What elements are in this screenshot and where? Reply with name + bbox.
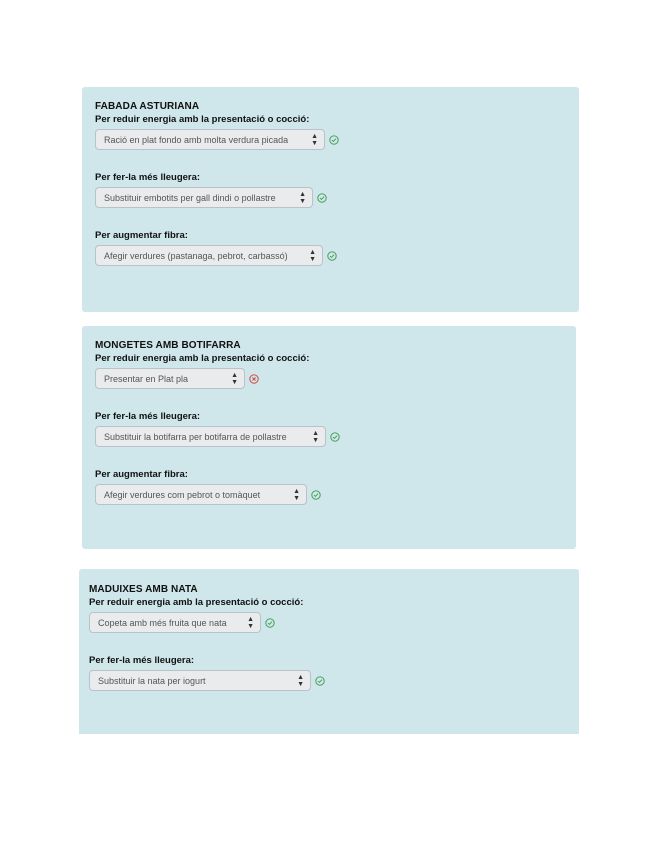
question-label: Per fer-la més lleugera: xyxy=(95,411,201,422)
question-card xyxy=(79,569,579,734)
card-title: MADUIXES AMB NATA xyxy=(89,584,198,595)
question xyxy=(95,353,563,389)
select-value: Afegir verdures com pebrot o tomàquet xyxy=(104,489,261,500)
sort-arrows-icon: ▲ ▼ xyxy=(297,673,304,688)
question-label: Per augmentar fibra: xyxy=(95,469,188,480)
sort-arrows-icon: ▲ ▼ xyxy=(299,190,306,205)
check-circle-icon xyxy=(329,431,340,442)
question xyxy=(95,114,566,150)
select-value: Presentar en Plat pla xyxy=(104,373,189,384)
answer-select[interactable] xyxy=(89,612,261,633)
sort-arrows-icon: ▲ ▼ xyxy=(311,132,318,147)
select-value: Copeta amb més fruita que nata xyxy=(98,617,227,628)
check-circle-icon xyxy=(264,617,275,628)
select-value: Substituir la nata per iogurt xyxy=(98,675,206,686)
question-label: Per reduir energia amb la presentació o cocció: xyxy=(89,597,304,608)
card-title: MONGETES AMB BOTIFARRA xyxy=(95,340,241,351)
sort-arrows-icon: ▲ ▼ xyxy=(309,248,316,263)
question xyxy=(95,469,563,505)
question-label: Per reduir energia amb la presentació o cocció: xyxy=(95,353,310,364)
sort-arrows-icon: ▲ ▼ xyxy=(293,487,300,502)
select-value: Ració en plat fondo amb molta verdura picada xyxy=(104,134,289,145)
question-label: Per fer-la més lleugera: xyxy=(95,172,201,183)
answer-select[interactable] xyxy=(95,484,307,505)
question-card xyxy=(82,87,579,312)
x-circle-icon xyxy=(248,373,259,384)
card-title: FABADA ASTURIANA xyxy=(95,101,200,112)
check-circle-icon xyxy=(316,192,327,203)
sort-arrows-icon: ▲ ▼ xyxy=(231,371,238,386)
question xyxy=(95,230,566,266)
answer-select[interactable] xyxy=(95,426,326,447)
answer-select[interactable] xyxy=(89,670,311,691)
answer-select[interactable] xyxy=(95,129,325,150)
question xyxy=(89,655,569,691)
question-card xyxy=(82,326,576,549)
select-value: Afegir verdures (pastanaga, pebrot, carbassó) xyxy=(104,250,288,261)
select-value: Substituir la botifarra per botifarra de pollastre xyxy=(104,431,287,442)
check-circle-icon xyxy=(310,489,321,500)
check-circle-icon xyxy=(314,675,325,686)
question-label: Per augmentar fibra: xyxy=(95,230,188,241)
question xyxy=(89,597,569,633)
question xyxy=(95,172,566,208)
answer-select[interactable] xyxy=(95,245,323,266)
question xyxy=(95,411,563,447)
select-value: Substituir embotits per gall dindi o pollastre xyxy=(104,192,276,203)
sort-arrows-icon: ▲ ▼ xyxy=(247,615,254,630)
sort-arrows-icon: ▲ ▼ xyxy=(312,429,319,444)
answer-select[interactable] xyxy=(95,187,313,208)
check-circle-icon xyxy=(326,250,337,261)
question-label: Per fer-la més lleugera: xyxy=(89,655,195,666)
check-circle-icon xyxy=(328,134,339,145)
answer-select[interactable] xyxy=(95,368,245,389)
question-label: Per reduir energia amb la presentació o cocció: xyxy=(95,114,310,125)
